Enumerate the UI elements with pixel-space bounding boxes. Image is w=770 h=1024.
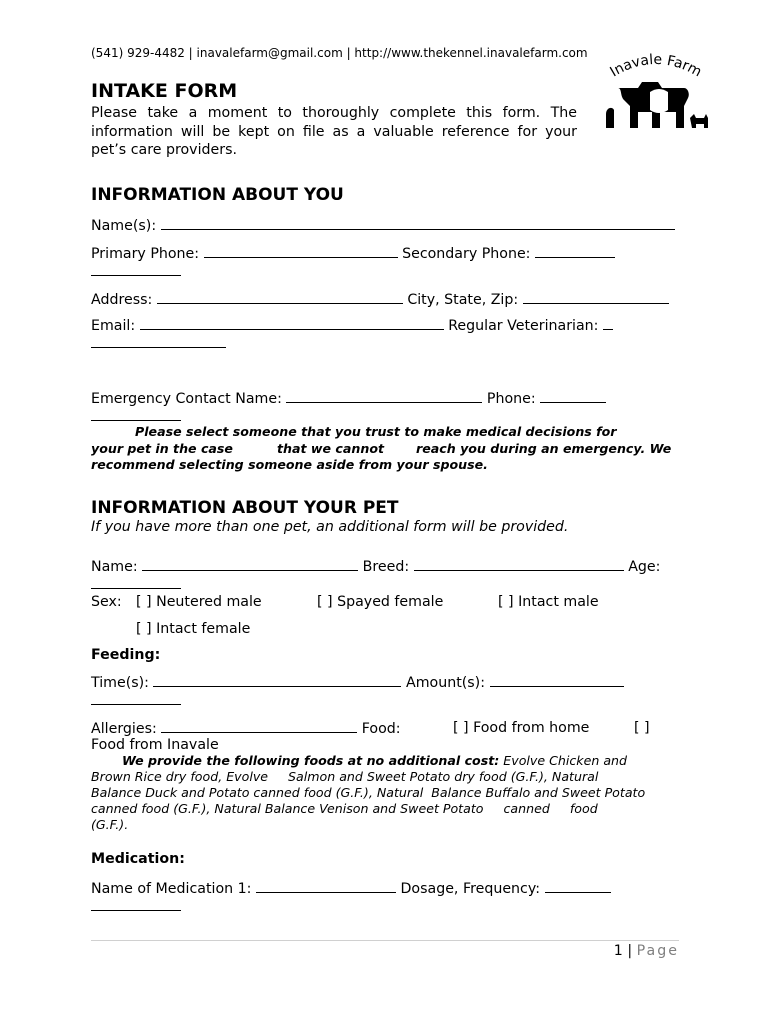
sex-option-intact-male[interactable]: [ ] Intact male bbox=[498, 594, 599, 610]
provided-foods-note bbox=[91, 753, 679, 833]
dosage-field[interactable] bbox=[545, 879, 611, 893]
food-label: Food: bbox=[361, 721, 401, 737]
secondary-phone-field[interactable] bbox=[535, 244, 615, 258]
amounts-field[interactable] bbox=[490, 673, 624, 687]
emergency-note-part-a: your pet in the case bbox=[91, 440, 233, 456]
medication-name-label: Name of Medication 1: bbox=[91, 881, 252, 897]
emergency-note-line-3: recommend selecting someone aside from your spouse. bbox=[91, 457, 488, 472]
inavale-farm-logo bbox=[598, 48, 714, 134]
feeding-label: Feeding: bbox=[91, 647, 161, 663]
amounts-field-continued[interactable] bbox=[91, 691, 181, 705]
allergies-label: Allergies: bbox=[91, 721, 157, 737]
amounts-label: Amount(s): bbox=[406, 675, 485, 691]
phone-row-continued bbox=[91, 262, 681, 281]
svg-text:Inavale Farm: Inavale Farm bbox=[607, 51, 705, 81]
veterinarian-field-continued[interactable] bbox=[91, 334, 226, 348]
address-row bbox=[91, 290, 681, 309]
section-heading-you: INFORMATION ABOUT YOU bbox=[91, 185, 344, 205]
breed-field[interactable] bbox=[414, 557, 624, 571]
sex-option-spayed-female[interactable]: [ ] Spayed female bbox=[317, 594, 444, 610]
emergency-note-line-1: Please select someone that you trust to make medical decisions for bbox=[135, 424, 617, 439]
pet-subtitle: If you have more than one pet, an additional form will be provided. bbox=[91, 519, 569, 535]
emergency-contact-field[interactable] bbox=[286, 389, 482, 403]
times-field[interactable] bbox=[153, 673, 401, 687]
pet-name-row-continued bbox=[91, 575, 681, 594]
feeding-times-row bbox=[91, 673, 681, 692]
age-label: Age: bbox=[628, 559, 661, 575]
sex-row bbox=[91, 593, 681, 611]
primary-phone-label: Primary Phone: bbox=[91, 246, 200, 262]
pet-name-row bbox=[91, 557, 681, 576]
medication-label: Medication: bbox=[91, 851, 185, 867]
phone-row bbox=[91, 244, 681, 263]
primary-phone-field[interactable] bbox=[204, 244, 398, 258]
emergency-phone-label: Phone: bbox=[486, 391, 536, 407]
food-from-inavale-checkbox[interactable]: [ ] bbox=[634, 720, 650, 736]
emergency-contact-row bbox=[91, 389, 681, 408]
contact-line: (541) 929-4482 | inavalefarm@gmail.com | http://www.thekennel.inavalefarm.com bbox=[91, 46, 588, 60]
address-field[interactable] bbox=[157, 290, 403, 304]
city-state-zip-label: City, State, Zip: bbox=[407, 292, 519, 308]
emergency-contact-label: Emergency Contact Name: bbox=[91, 391, 282, 407]
secondary-phone-label: Secondary Phone: bbox=[402, 246, 531, 262]
page-separator: | bbox=[627, 943, 633, 959]
breed-label: Breed: bbox=[362, 559, 410, 575]
sex-option-intact-female[interactable]: [ ] Intact female bbox=[136, 621, 251, 637]
emergency-phone-field-continued[interactable] bbox=[91, 407, 181, 421]
dosage-label: Dosage, Frequency: bbox=[400, 881, 540, 897]
provided-foods-bold: We provide the following foods at no additional cost: bbox=[122, 753, 500, 768]
emergency-note-line-2 bbox=[91, 441, 681, 458]
pet-name-label: Name: bbox=[91, 559, 138, 575]
form-title: INTAKE FORM bbox=[91, 80, 238, 102]
page-word: Page bbox=[636, 943, 679, 959]
food-from-inavale-label: Food from Inavale bbox=[91, 737, 219, 753]
pet-name-field[interactable] bbox=[142, 557, 358, 571]
sex-label: Sex: bbox=[91, 594, 122, 610]
medication-row-continued bbox=[91, 897, 681, 916]
email-field[interactable] bbox=[140, 316, 444, 330]
medication-row bbox=[91, 879, 681, 898]
footer-divider bbox=[91, 940, 679, 941]
email-row bbox=[91, 316, 681, 335]
emergency-phone-field[interactable] bbox=[540, 389, 606, 403]
owner-name-label: Name(s): bbox=[91, 218, 157, 234]
medication-name-field[interactable] bbox=[256, 879, 396, 893]
owner-name-row bbox=[91, 216, 681, 235]
provided-foods-line-3: Balance Duck and Potato canned food (G.F.), Natural Balance Buffalo and Sweet Potato bbox=[91, 785, 646, 800]
feeding-times-row-continued bbox=[91, 691, 681, 710]
provided-foods-line-5: (G.F.). bbox=[91, 817, 129, 832]
allergies-field[interactable] bbox=[161, 719, 357, 733]
sex-option-neutered-male[interactable]: [ ] Neutered male bbox=[136, 594, 262, 610]
page-number-value: 1 bbox=[613, 943, 623, 959]
emergency-note-part-b: that we cannot bbox=[276, 440, 384, 456]
allergies-row-continued bbox=[91, 736, 681, 754]
address-label: Address: bbox=[91, 292, 153, 308]
provided-foods-line-2: Brown Rice dry food, Evolve Salmon and Sweet Potato dry food (G.F.), Natural bbox=[91, 769, 599, 784]
age-field[interactable] bbox=[91, 575, 181, 589]
times-label: Time(s): bbox=[91, 675, 149, 691]
emergency-note bbox=[91, 424, 681, 474]
dosage-field-continued[interactable] bbox=[91, 897, 181, 911]
veterinarian-label: Regular Veterinarian: bbox=[448, 318, 599, 334]
provided-foods-line-4: canned food (G.F.), Natural Balance Venison and Sweet Potato canned food bbox=[91, 801, 598, 816]
page-number bbox=[614, 943, 679, 959]
email-row-continued bbox=[91, 334, 681, 353]
veterinarian-field[interactable] bbox=[603, 316, 613, 330]
secondary-phone-field-continued[interactable] bbox=[91, 262, 181, 276]
city-state-zip-field[interactable] bbox=[523, 290, 669, 304]
food-from-home-option[interactable]: [ ] Food from home bbox=[453, 720, 590, 736]
owner-name-field[interactable] bbox=[161, 216, 675, 230]
email-label: Email: bbox=[91, 318, 136, 334]
provided-foods-line-1 bbox=[91, 753, 679, 769]
provided-foods-line-1-text: Evolve Chicken and bbox=[503, 753, 628, 768]
emergency-note-part-c: reach you during an emergency. We bbox=[416, 440, 672, 456]
intro-text: Please take a moment to thoroughly complete this form. The information will be kept on file as a valuable reference for your pet’s care providers. bbox=[91, 105, 577, 158]
section-heading-pet: INFORMATION ABOUT YOUR PET bbox=[91, 498, 399, 518]
